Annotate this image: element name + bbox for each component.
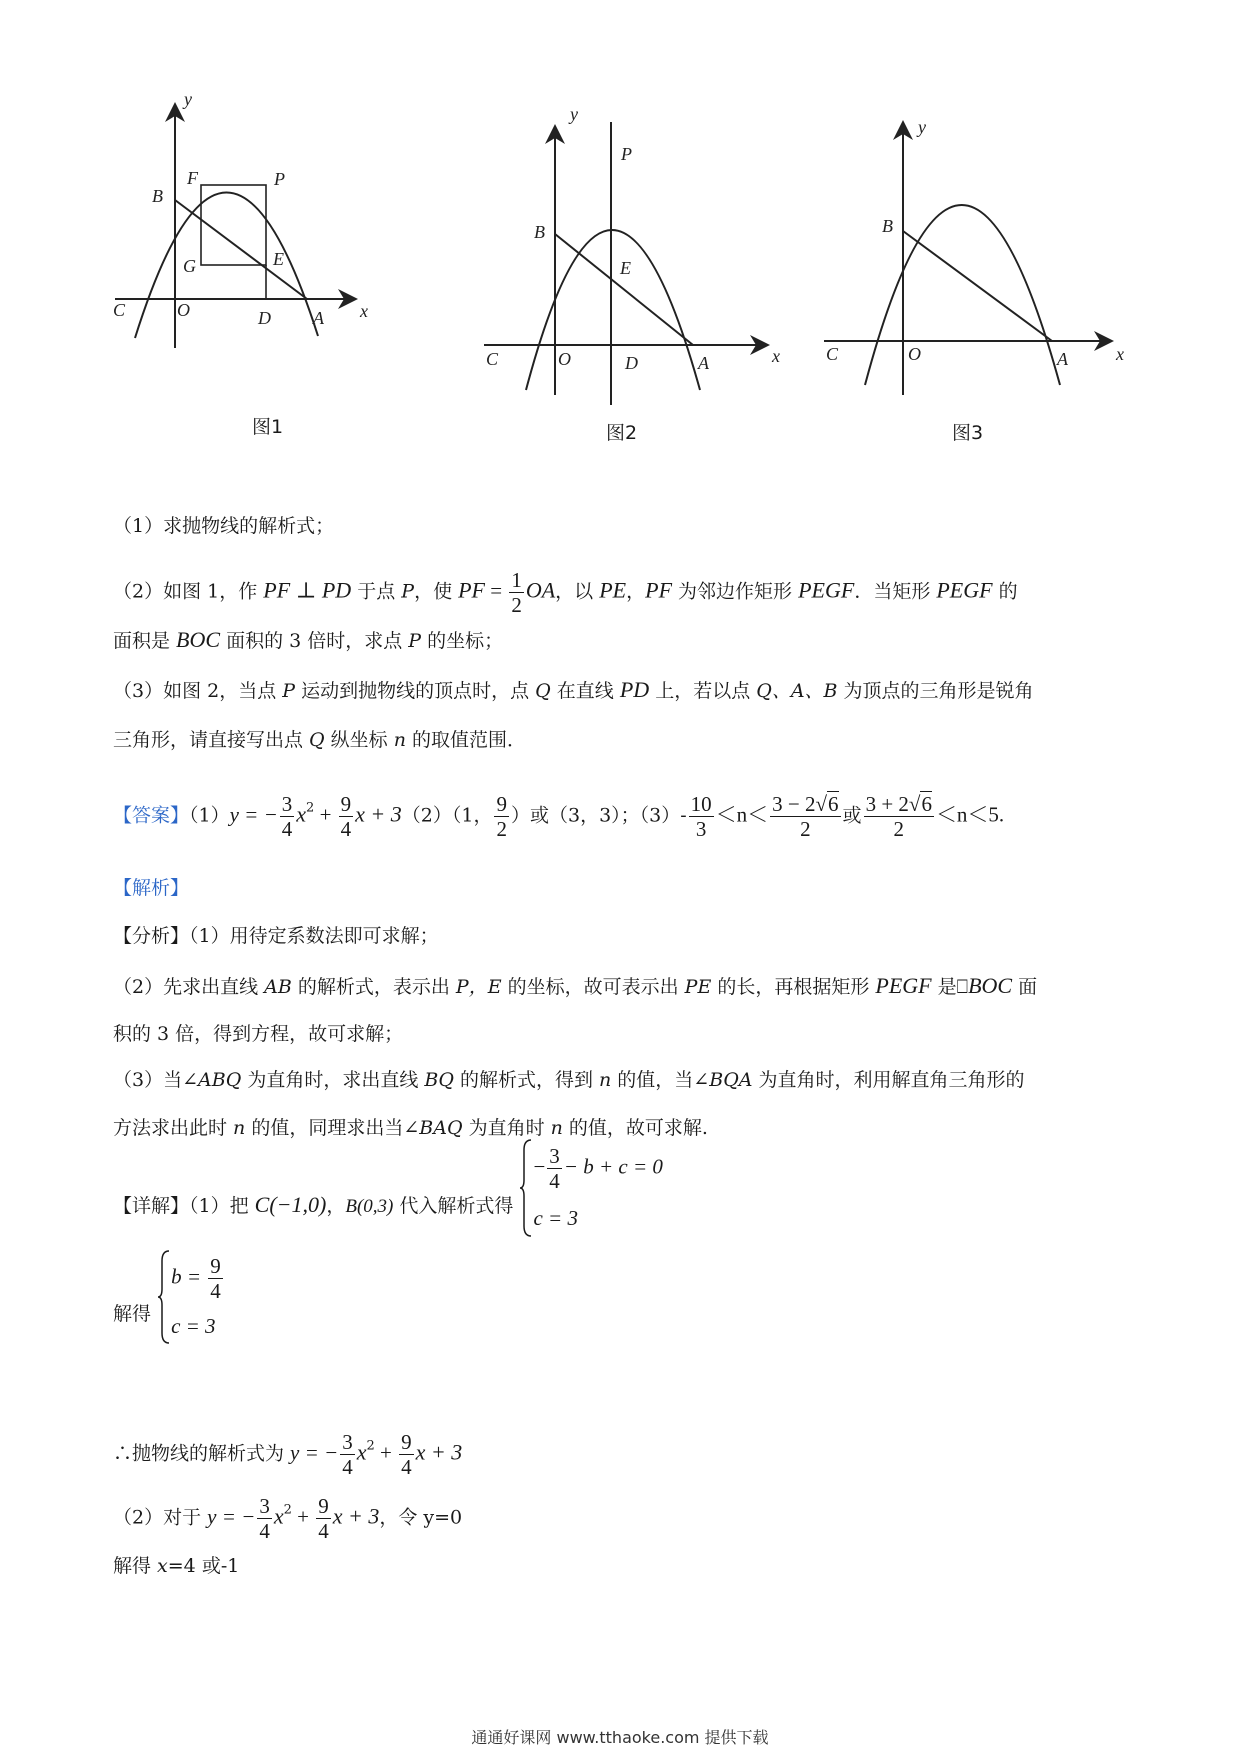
- q3-text: （3）如图 2，当点: [113, 680, 283, 702]
- footer-credit: 通通好课网 www.tthaoke.com 提供下载: [471, 1728, 769, 1747]
- detail-math: x: [356, 1439, 367, 1465]
- detail-math: +: [374, 1440, 398, 1465]
- analysis-math: BAQ: [419, 1117, 463, 1139]
- detail-math: y = −: [207, 1504, 256, 1529]
- parabola: [526, 230, 700, 390]
- label-f: F: [187, 168, 198, 188]
- analysis-text: 积的 3 倍，得到方程，故可求解；: [113, 1023, 404, 1045]
- analysis-math: n: [599, 1069, 612, 1091]
- left-brace-icon: [157, 1249, 171, 1345]
- q2-text: ．当矩形: [854, 580, 937, 603]
- fraction-denominator: 2: [496, 817, 507, 841]
- detail-text: =4 或-1: [167, 1555, 240, 1577]
- analysis-text: （2）先求出直线: [113, 976, 265, 998]
- fraction-denominator: 2: [800, 817, 811, 841]
- figure-2-caption: 图2: [606, 422, 638, 444]
- detail-part2-line: [113, 1494, 462, 1543]
- analysis-text: 的解析式，得到: [453, 1069, 600, 1091]
- detail-math-point-b: B(0,3): [345, 1196, 394, 1217]
- detail-math: x: [157, 1555, 168, 1577]
- q3-text: 为顶点的三角形是锐角: [837, 680, 1034, 702]
- analysis-math: BQA: [709, 1069, 753, 1091]
- label-y: y: [184, 89, 192, 109]
- row-math: −: [533, 1154, 546, 1179]
- analysis-math: AB: [264, 976, 292, 998]
- answer-math: ＜n＜: [715, 802, 769, 827]
- system-row-2: c = 3: [171, 1314, 216, 1339]
- label-e: E: [620, 258, 631, 278]
- detail-solve-line: [113, 1253, 225, 1345]
- figure-3-caption: 图3: [952, 422, 984, 444]
- q3-point-p: P: [282, 680, 296, 702]
- exponent: 2: [306, 800, 315, 816]
- q3-text: 纵坐标: [324, 729, 394, 751]
- analysis-math: PE: [684, 976, 712, 998]
- analysis-math: ABQ: [198, 1069, 242, 1091]
- answer-math: y = −: [229, 802, 278, 827]
- system-rows: [533, 1138, 662, 1238]
- q2-text: ，: [626, 580, 646, 603]
- fraction-numerator: 9: [318, 1494, 329, 1518]
- q2-point-p: P: [408, 630, 422, 652]
- equation-system-1: [519, 1138, 662, 1238]
- sqrt-radicand: 6: [828, 792, 839, 816]
- q3-point-q: Q: [309, 729, 325, 751]
- q2-math-oa: OA: [525, 577, 556, 603]
- q2-math-pe: PE: [599, 577, 627, 603]
- figure-1-graph: [110, 88, 380, 368]
- label-b: B: [534, 222, 545, 242]
- figure-2-graph: [480, 100, 780, 410]
- q3-var-n: n: [393, 729, 406, 751]
- analysis-math: n: [233, 1117, 246, 1139]
- fraction-numerator: 9: [210, 1253, 221, 1278]
- detail-math: x + 3: [332, 1503, 380, 1529]
- analysis-math: n: [550, 1117, 563, 1139]
- detail-text: 解得: [113, 1303, 152, 1325]
- answer-line: [113, 792, 1004, 841]
- row-fraction: [208, 1254, 223, 1303]
- analysis-text: 为直角时，利用解直角三角形的: [752, 1069, 1025, 1091]
- analysis-text: 的坐标，故可表示出: [501, 976, 685, 998]
- question-2-line-2: [113, 626, 503, 655]
- label-c: C: [826, 344, 839, 364]
- q3-point-q: Q: [535, 680, 551, 702]
- exponent: 2: [366, 1438, 375, 1454]
- question-1: [113, 512, 334, 540]
- detail-tag: 【详解】: [113, 1195, 190, 1217]
- analysis-math: BQ: [424, 1069, 454, 1091]
- q3-text: 的取值范围．: [405, 729, 527, 751]
- detail-fraction: [340, 1430, 355, 1479]
- figure-1: [110, 88, 380, 372]
- q2-math-boc: BOC: [176, 627, 221, 652]
- fraction-numerator: 3: [281, 792, 293, 816]
- label-p: P: [621, 144, 632, 164]
- fraction-denominator: 4: [340, 817, 352, 841]
- answer-fraction: [689, 792, 714, 841]
- detail-text: ∴抛物线的解析式为: [113, 1442, 291, 1465]
- label-x: x: [360, 301, 368, 321]
- q2-math-pegf: PEGF: [936, 577, 993, 603]
- label-y: y: [570, 104, 578, 124]
- answer-fraction: [339, 792, 354, 841]
- fraction-numerator: 9: [340, 792, 352, 816]
- sqrt-radicand: 6: [921, 792, 932, 816]
- row-math: b =: [171, 1264, 207, 1289]
- label-o: O: [558, 349, 571, 369]
- detail-fraction: [257, 1494, 272, 1543]
- fraction-numerator: 3 + 2√6: [865, 792, 932, 816]
- analysis-text: 的值，故可求解.: [562, 1117, 708, 1139]
- q2-math-pf: PF: [645, 577, 673, 603]
- fraction-denominator: 4: [401, 1455, 412, 1479]
- analysis-text: 的长，再根据矩形: [711, 976, 876, 998]
- label-b: B: [882, 216, 893, 236]
- q2-text: ，以: [555, 580, 600, 603]
- analysis-fenxi-line: [113, 922, 439, 950]
- analysis-math: P，E: [455, 976, 502, 998]
- answer-fraction: [770, 792, 840, 841]
- answer-math: x: [296, 801, 307, 827]
- parabola: [865, 205, 1060, 385]
- q2-text: 面积的 3 倍时，求点: [220, 630, 409, 652]
- q2-math-pf: PF: [458, 577, 485, 603]
- detail-line-1: [113, 1143, 663, 1238]
- analysis-text: （3）当∠: [113, 1069, 199, 1091]
- exponent: 2: [283, 1502, 292, 1518]
- answer-fraction: [864, 792, 934, 841]
- answer-math: x + 3: [355, 801, 402, 827]
- fraction-numerator: 9: [496, 792, 507, 816]
- q3-text: 三角形，请直接写出点: [113, 729, 310, 751]
- fraction-denominator: 4: [549, 1168, 560, 1193]
- question-2-line-1: [113, 568, 1018, 617]
- q3-text: 在直线: [550, 680, 620, 702]
- label-x: x: [1116, 344, 1124, 364]
- q2-fraction-half: [509, 568, 524, 617]
- answer-math: ＜n＜5.: [935, 802, 1005, 827]
- answer-tag: 【答案】: [113, 804, 190, 827]
- label-d: D: [625, 353, 638, 373]
- label-c: C: [486, 349, 499, 369]
- analysis-text: 为直角时，求出直线: [241, 1069, 425, 1091]
- answer-text: （1）: [189, 804, 230, 827]
- detail-text: （1）把: [189, 1195, 255, 1217]
- analysis-text: 的解析式，表示出: [291, 976, 456, 998]
- line-ab: [175, 200, 307, 299]
- fraction-denominator: 4: [318, 1519, 329, 1543]
- q3-points-qab: Q、A、B: [756, 680, 838, 702]
- q3-math-pd: PD: [619, 677, 650, 702]
- figure-1-caption: 图1: [252, 416, 284, 438]
- line-ab: [555, 234, 693, 345]
- system-row-2: c = 3: [533, 1206, 578, 1231]
- analysis-2-line-1: [113, 972, 1037, 1001]
- q2-equals: =: [485, 578, 508, 603]
- equation-system-2: [157, 1249, 225, 1345]
- fraction-denominator: 2: [893, 817, 904, 841]
- detail-text: 解得: [113, 1555, 158, 1577]
- label-a: A: [313, 308, 324, 328]
- label-a: A: [1057, 349, 1068, 369]
- label-a: A: [698, 353, 709, 373]
- analysis-math: BOC: [968, 973, 1013, 998]
- system-row-1: [533, 1144, 662, 1193]
- analysis-text: 为直角时: [462, 1117, 551, 1139]
- detail-fraction: [399, 1430, 414, 1479]
- analysis-tag: 【解析】: [113, 877, 190, 899]
- detail-math: +: [291, 1504, 315, 1529]
- q2-text: 为邻边作矩形: [672, 580, 799, 603]
- fraction-numerator: 3: [259, 1494, 270, 1518]
- fraction-denominator: 4: [210, 1278, 221, 1303]
- analysis-3-line-1: [113, 1066, 1025, 1094]
- answer-fraction: [280, 792, 295, 841]
- analysis-text: 面: [1012, 976, 1038, 998]
- answer-fraction: [494, 792, 509, 841]
- numerator-part: 3 − 2: [772, 792, 816, 816]
- detail-conclusion-line: [113, 1430, 462, 1479]
- analysis-2-line-2: [113, 1020, 403, 1048]
- row-fraction: [547, 1144, 562, 1193]
- label-o: O: [177, 300, 190, 320]
- label-x: x: [772, 346, 780, 366]
- fraction-numerator: 9: [401, 1430, 412, 1454]
- q2-text: 的: [992, 580, 1018, 603]
- label-c: C: [113, 300, 126, 320]
- answer-text: 或: [842, 804, 862, 827]
- detail-text: 代入解析式得: [393, 1195, 514, 1217]
- fraction-denominator: 4: [342, 1455, 353, 1479]
- label-e: E: [273, 249, 284, 269]
- line-ab: [903, 231, 1052, 341]
- q2-text: （2）如图 1，作: [113, 580, 264, 603]
- fraction-numerator: 3: [549, 1143, 560, 1168]
- detail-math: y = −: [290, 1440, 339, 1465]
- fraction-numerator: 3: [342, 1430, 353, 1454]
- q2-math-pegf: PEGF: [798, 577, 855, 603]
- detail-roots-line: [113, 1552, 239, 1580]
- label-g: G: [183, 256, 196, 276]
- numerator-part: 3 + 2: [865, 792, 909, 816]
- question-3-line-2: [113, 726, 526, 754]
- fraction-denominator: 2: [511, 593, 522, 617]
- system-row-1: [171, 1254, 225, 1303]
- analysis-math: PEGF: [875, 973, 932, 998]
- fraction-denominator: 3: [695, 817, 707, 841]
- fraction-numerator: 3 − 2√6: [772, 792, 839, 816]
- fraction-denominator: 4: [259, 1519, 270, 1543]
- label-b: B: [152, 186, 163, 206]
- answer-text: ）或（3，3）；（3）-: [510, 804, 687, 827]
- q2-text: 于点: [351, 580, 402, 603]
- q2-text: ，使: [414, 580, 459, 603]
- label-y: y: [918, 117, 926, 137]
- fraction-numerator: 1: [511, 568, 522, 592]
- q2-text: 的坐标；: [421, 630, 504, 652]
- system-rows: [171, 1249, 225, 1345]
- fraction-numerator: 10: [690, 792, 712, 816]
- triangle-symbol-placeholder: ⎕: [956, 976, 969, 998]
- detail-text: ，令 y=0: [379, 1506, 463, 1529]
- detail-fraction: [316, 1494, 331, 1543]
- detail-math-point-c: C(−1,0): [254, 1192, 327, 1217]
- analysis-text: 方法求出此时: [113, 1117, 234, 1139]
- analysis-text: 是: [931, 976, 957, 998]
- q3-text: 运动到抛物线的顶点时，点: [295, 680, 536, 702]
- fraction-denominator: 4: [281, 817, 293, 841]
- figure-3-graph: [820, 110, 1130, 410]
- label-p: P: [274, 169, 285, 189]
- analysis-text: 的值，同理求出当∠: [245, 1117, 420, 1139]
- row-math: − b + c = 0: [563, 1154, 663, 1179]
- q2-math-pf-pd: PF ⊥ PD: [263, 577, 352, 603]
- answer-math: +: [314, 802, 337, 827]
- detail-text: （2）对于: [113, 1506, 208, 1529]
- answer-text: （2）（1，: [401, 804, 493, 827]
- q2-point-p: P: [401, 580, 415, 603]
- left-brace-icon: [519, 1138, 533, 1238]
- question-3-line-1: [113, 676, 1034, 705]
- figure-2: [480, 100, 780, 414]
- detail-math: x + 3: [415, 1439, 463, 1465]
- question-1-text: （1）求抛物线的解析式；: [113, 515, 335, 537]
- q2-text: 面积是: [113, 630, 177, 652]
- detail-math: x: [273, 1503, 284, 1529]
- analysis-text: 【分析】（1）用待定系数法即可求解；: [113, 925, 439, 947]
- detail-text: ，: [326, 1195, 346, 1217]
- label-d: D: [258, 308, 271, 328]
- analysis-tag-line: [113, 874, 189, 902]
- q3-text: 上，若以点: [649, 680, 757, 702]
- figure-3: [820, 110, 1130, 414]
- analysis-text: 的值，当∠: [611, 1069, 710, 1091]
- label-o: O: [908, 344, 921, 364]
